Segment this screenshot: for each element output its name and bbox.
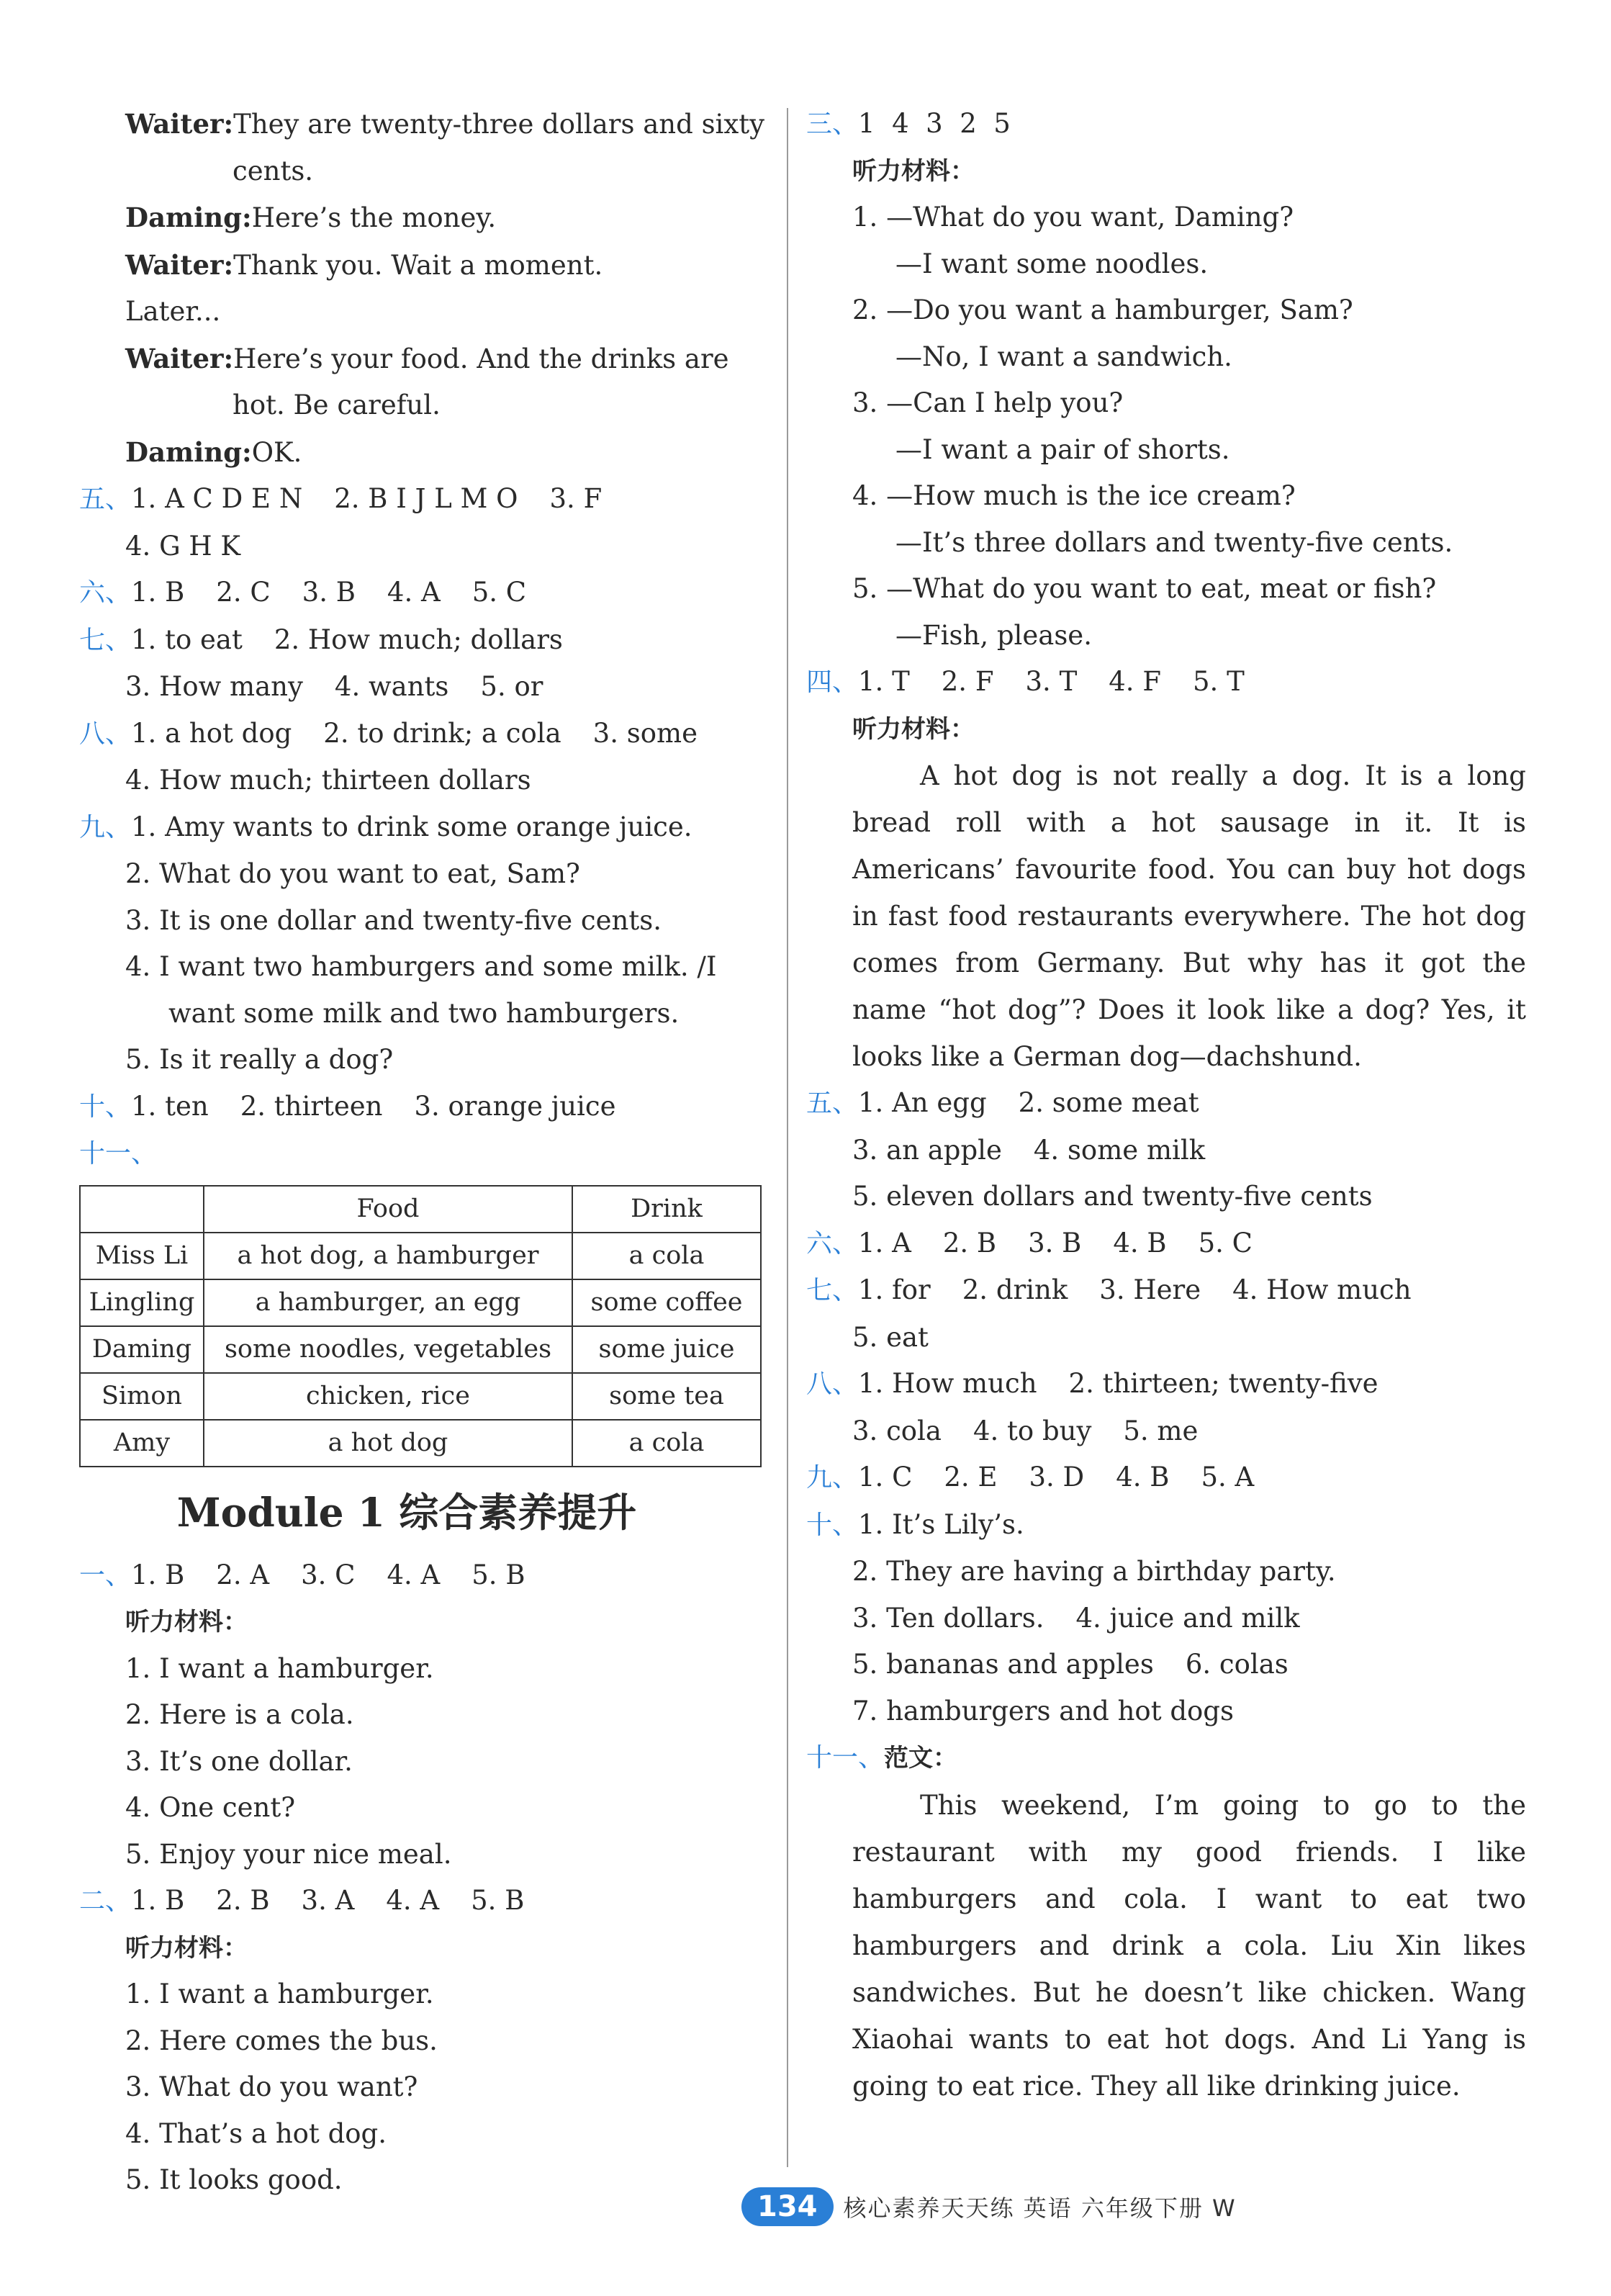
listening-line: 3. —Can I help you? xyxy=(852,387,1124,418)
table-row: Miss Li a hot dog, a hamburger a cola xyxy=(80,1233,761,1279)
section-9-line: 2. What do you want to eat, Sam? xyxy=(125,858,580,889)
page-number: 134 xyxy=(741,2187,834,2226)
section-7: 七、1. for 2. drink 3. Here 4. How much xyxy=(806,1274,1412,1305)
module-section-1: 一、1. B 2. A 3. C 4. A 5. B xyxy=(79,1559,525,1590)
listening-line: —I want some noodles. xyxy=(895,248,1209,279)
table-row: Daming some noodles, vegetables some juice xyxy=(80,1326,761,1373)
listening-line: 3. What do you want? xyxy=(125,2071,418,2102)
listening-line: 1. I want a hamburger. xyxy=(125,1652,434,1684)
section-5: 五、1. An egg 2. some meat xyxy=(806,1087,1199,1118)
section-7-cont: 5. eat xyxy=(852,1321,929,1353)
listening-line: 4. —How much is the ice cream? xyxy=(852,480,1296,511)
listening-line: —Fish, please. xyxy=(895,619,1092,651)
dialog-line: Waiter:They are twenty-three dollars and sixty xyxy=(125,108,765,140)
section-5: 五、1. A C D E N 2. B I J L M O 3. F xyxy=(79,483,603,514)
module-title: Module 1 综合素养提升 xyxy=(176,1488,637,1536)
listening-line: —It’s three dollars and twenty-five cents. xyxy=(895,526,1453,558)
listening-line: —I want a pair of shorts. xyxy=(895,433,1230,465)
section-10: 十、1. ten 2. thirteen 3. orange juice xyxy=(79,1090,616,1122)
table-header-row: Food Drink xyxy=(80,1186,761,1233)
section-8: 八、1. How much 2. thirteen; twenty-five xyxy=(806,1368,1378,1399)
listening-line: —No, I want a sandwich. xyxy=(895,341,1232,372)
sample-essay: This weekend, I’m going to go to the restaurant with my good friends. I like hamburgers and cola. I want to eat two hamburgers and drink a cola. Liu Xin likes sandwiches. But he doesn’t like chicken. Wang Xiaohai wants to eat hot dogs. And Li Yang is going to eat rice. They all like drinking juice. xyxy=(852,1789,1526,2102)
table-row: Amy a hot dog a cola xyxy=(80,1420,761,1467)
section-7: 七、1. to eat 2. How much; dollars xyxy=(79,623,563,655)
dialog-line: cents. xyxy=(233,155,314,186)
section-9: 九、1. C 2. E 3. D 4. B 5. A xyxy=(806,1462,1255,1493)
listening-line: 2. —Do you want a hamburger, Sam? xyxy=(852,294,1353,325)
section-8: 八、1. a hot dog 2. to drink; a cola 3. some xyxy=(79,717,698,749)
section-9-line: 4. I want two hamburgers and some milk. /I xyxy=(125,951,717,982)
section-6: 六、1. A 2. B 3. B 4. B 5. C xyxy=(806,1227,1253,1259)
module-section-2: 二、1. B 2. B 3. A 4. A 5. B xyxy=(79,1885,525,1916)
section-11: 十一、范文： xyxy=(806,1743,958,1773)
section-10-line: 7. hamburgers and hot dogs xyxy=(852,1695,1234,1726)
section-6: 六、1. B 2. C 3. B 4. A 5. C xyxy=(79,577,527,608)
section-9-line: 3. It is one dollar and twenty-five cents. xyxy=(125,904,662,936)
listening-line: 5. Enjoy your nice meal. xyxy=(125,1838,452,1870)
section-3: 三、1 4 3 2 5 xyxy=(806,108,1011,139)
table-row: Simon chicken, rice some tea xyxy=(80,1373,761,1420)
section-5-cont: 3. an apple 4. some milk xyxy=(852,1134,1206,1166)
hot-dog-passage: A hot dog is not really a dog. It is a long bread roll with a hot sausage in it. It is Americans’ favourite food. You can buy hot dogs in fast food restaurants everywhere. The hot dog comes from Germany. But why has it got the name “hot dog”? Does it look like a dog? Yes, it looks like a German dog—dachshund. xyxy=(852,760,1526,1072)
listening-label: 听力材料： xyxy=(125,1608,248,1637)
food-drink-table xyxy=(79,1185,762,1467)
section-11: 十一、 xyxy=(79,1139,158,1169)
listening-label: 听力材料： xyxy=(125,1933,248,1963)
section-9-line: 5. Is it really a dog? xyxy=(125,1044,394,1075)
listening-line: 2. Here is a cola. xyxy=(125,1699,354,1730)
listening-line: 1. —What do you want, Daming? xyxy=(852,202,1294,233)
listening-line: 1. I want a hamburger. xyxy=(125,1978,434,2009)
dialog-line: Daming:OK. xyxy=(125,436,302,468)
section-10-line: 5. bananas and apples 6. colas xyxy=(852,1649,1289,1680)
listening-line: 4. One cent? xyxy=(125,1792,296,1823)
section-5-cont: 4. G H K xyxy=(125,530,241,562)
listening-line: 2. Here comes the bus. xyxy=(125,2025,438,2056)
right-column xyxy=(806,101,1526,2110)
listening-line: 5. It looks good. xyxy=(125,2164,343,2195)
section-9-line: want some milk and two hamburgers. xyxy=(168,997,680,1029)
section-9: 九、1. Amy wants to drink some orange juice. xyxy=(79,811,692,842)
table-row: Lingling a hamburger, an egg some coffee xyxy=(80,1279,761,1326)
dialog-line: Waiter:Here’s your food. And the drinks are xyxy=(125,342,729,374)
column-divider xyxy=(787,108,788,2167)
listening-label: 听力材料： xyxy=(852,714,975,744)
listening-label: 听力材料： xyxy=(852,156,975,186)
section-10-line: 3. Ten dollars. 4. juice and milk xyxy=(852,1602,1300,1634)
section-8-cont: 4. How much; thirteen dollars xyxy=(125,765,531,796)
section-5-cont: 5. eleven dollars and twenty-five cents xyxy=(852,1181,1373,1212)
section-10-line: 2. They are having a birthday party. xyxy=(852,1556,1336,1587)
left-column xyxy=(79,101,763,2204)
dialog-line: hot. Be careful. xyxy=(233,390,441,420)
section-10: 十、1. It’s Lily’s. xyxy=(806,1508,1024,1540)
page-footer xyxy=(741,2182,1237,2232)
listening-line: 4. That’s a hot dog. xyxy=(125,2117,387,2149)
dialog-line: Daming:Here’s the money. xyxy=(125,202,497,233)
section-4: 四、1. T 2. F 3. T 4. F 5. T xyxy=(806,666,1245,697)
dialog-line: Waiter:Thank you. Wait a moment. xyxy=(125,248,603,281)
book-title: 核心素养天天练 英语 六年级下册 W xyxy=(843,2194,1237,2222)
section-8-cont: 3. cola 4. to buy 5. me xyxy=(852,1415,1199,1446)
listening-line: 5. —What do you want to eat, meat or fish? xyxy=(852,573,1437,604)
section-7-cont: 3. How many 4. wants 5. or xyxy=(125,671,543,702)
dialog-line: Later... xyxy=(125,296,221,327)
listening-line: 3. It’s one dollar. xyxy=(125,1745,353,1777)
